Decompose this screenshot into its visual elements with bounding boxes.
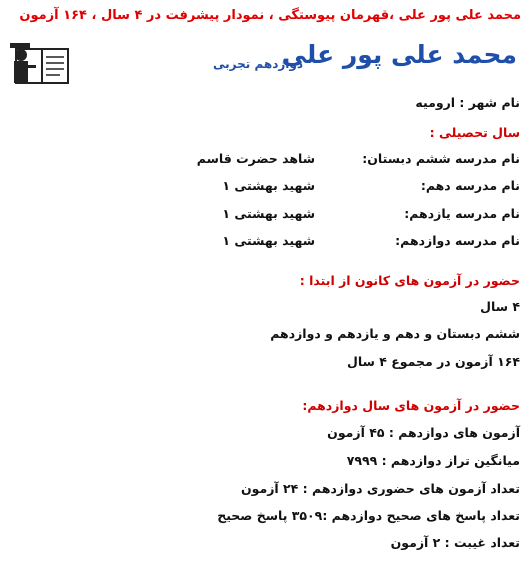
attendance-12-line: آزمون های دوازدهم : ۴۵ آزمون [327,425,520,440]
attendance-all-line: ششم دبستان و دهم و یازدهم و دوازدهم [270,326,520,341]
attendance-12-line: تعداد پاسخ های صحیح دوازدهم :۳۵۰۹ پاسخ صحیح [217,508,520,523]
attendance-12-line: تعداد آزمون های حضوری دوازدهم : ۲۴ آزمون [240,481,520,496]
city-name: نام شهر : ارومیه [415,95,520,110]
school-row-value: شهید بهشتی ۱ [222,233,315,248]
attendance-12-line: تعداد غیبت : ۲ آزمون [390,535,520,550]
attendance-all-line: ۱۶۴ آزمون در مجموع ۴ سال [347,354,520,369]
attendance-all-heading: حضور در آزمون های کانون از ابتدا : [299,273,520,288]
kanoon-book-logo-icon [8,41,72,87]
school-row-label: نام مدرسه یازدهم: [404,206,520,221]
attendance-12-line: میانگین تراز دوازدهم : ۷۹۹۹ [346,453,520,468]
student-name: محمد علی پور علی [281,40,517,69]
school-row-value: شهید بهشتی ۱ [222,206,315,221]
attendance-12-heading: حضور در آزمون های سال دوازدهم: [302,398,520,413]
school-years-heading: سال تحصیلی : [429,125,520,140]
school-row-label: نام مدرسه دوازدهم: [395,233,520,248]
school-row-label: نام مدرسه دهم: [420,178,520,193]
student-grade: دوازدهم تجربی [213,57,303,71]
school-row-value: شهید بهشتی ۱ [222,178,315,193]
school-row-label: نام مدرسه ششم دبستان: [362,151,520,166]
school-row-value: شاهد حضرت قاسم [196,151,315,166]
attendance-all-line: ۴ سال [480,299,520,314]
page-headline: محمد علی پور علی ،قهرمان پیوستگی ، نمودار پیشرفت در ۴ سال ، ۱۶۴ آزمون [19,8,521,23]
